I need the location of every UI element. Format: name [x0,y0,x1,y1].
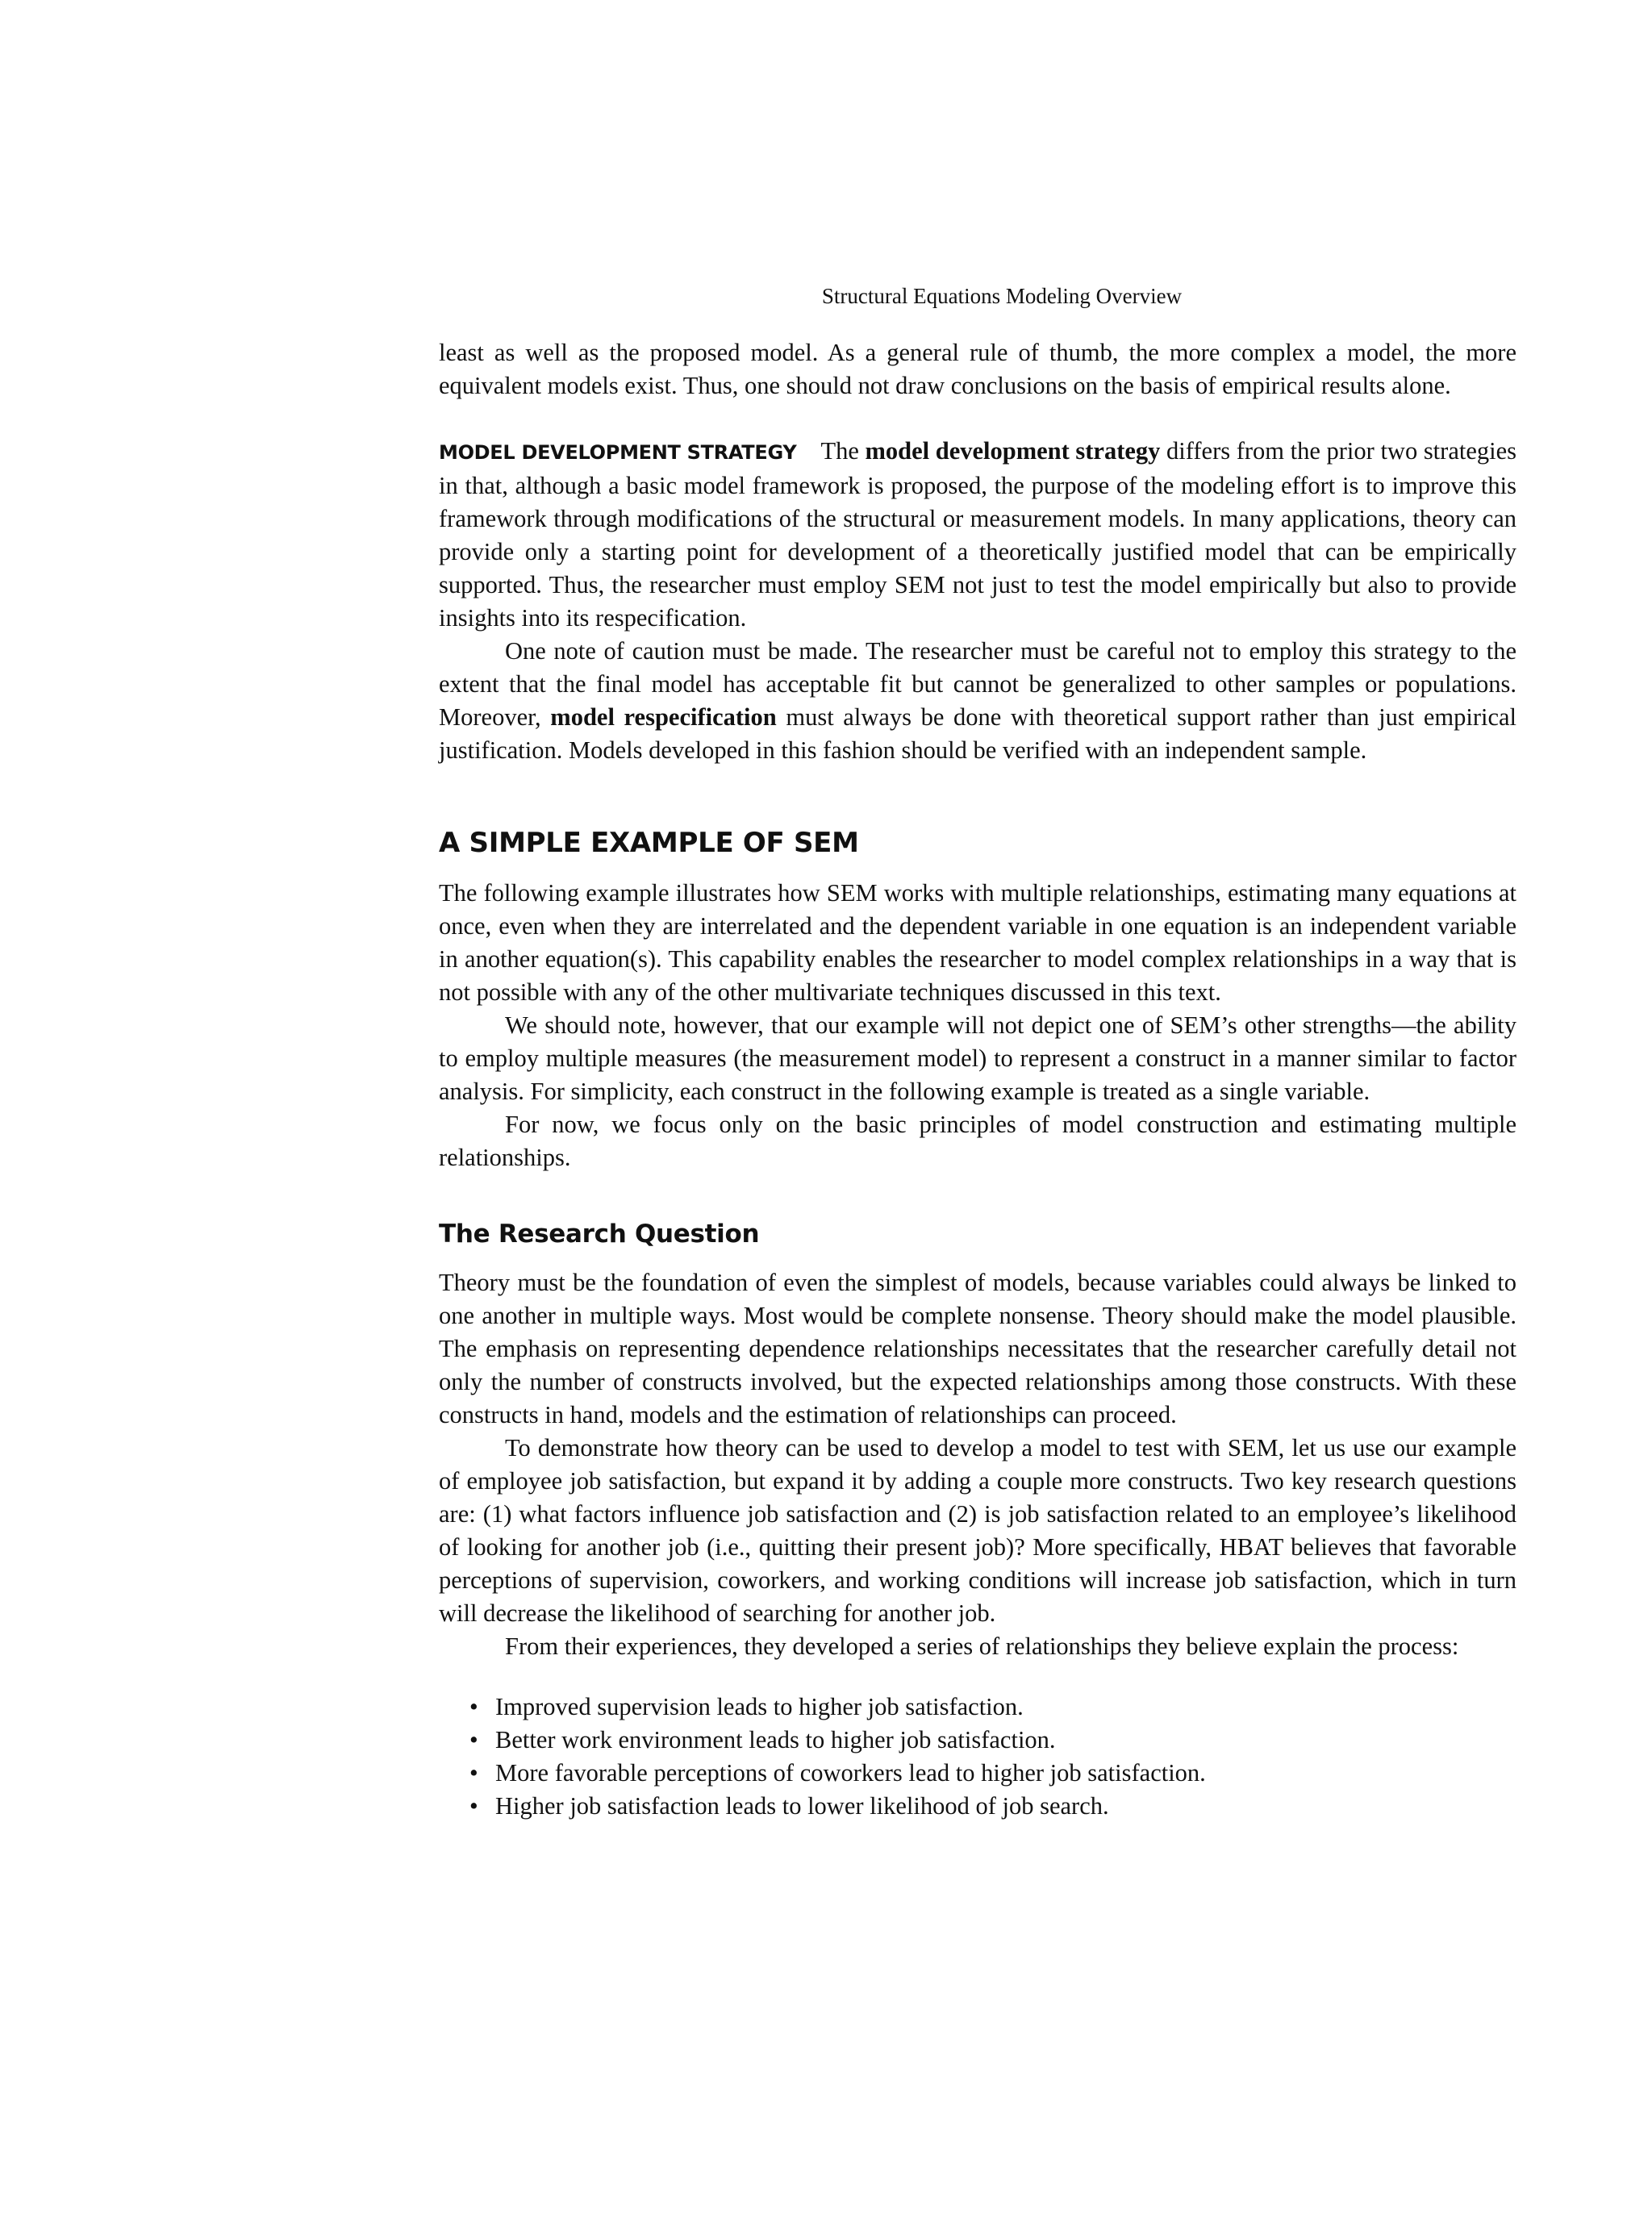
mds-paragraph-2 [439,635,1516,767]
section-paragraph-2: We should note, however, that our example will not depict one of SEM’s other strengths—the ability to employ multiple measures (the measurement model) to represent a construct in a manner similar to factor analysis. For simplicity, each construct in the following example is treated as a single variable. [439,1011,1516,1105]
list-item [469,1724,1516,1757]
page [439,284,1516,1823]
list-item [469,1790,1516,1823]
bullet-icon: • [469,1693,478,1720]
mds-run-in-heading: MODEL DEVELOPMENT STRATEGY [439,441,797,464]
bullet-list [439,1691,1516,1823]
section-paragraph-1: The following example illustrates how SEM works with multiple relationships, estimating many equations at once, even when they are interrelated and the dependent variable in one equation is an independent variable in another equation(s). This capability enables the researcher to model complex relationships in a way that is not possible with any of the other multivariate techniques discussed in this text. [439,879,1516,1006]
bullet-icon: • [469,1726,478,1753]
subsection-paragraph-2: To demonstrate how theory can be used to develop a model to test with SEM, let us use our example of employee job satisfaction, but expand it by adding a couple more constructs. Two key research questions are: (1) what factors influence job satisfaction and (2) is job satisfaction related to an employee’s likelihood of looking for another job (i.e., quitting their present job)? More specifically, HBAT believes that favorable perceptions of supervision, coworkers, and working conditions will increase job satisfaction, which in turn will decrease the likelihood of searching for another job. [439,1434,1516,1627]
mds-p1-term: model development strategy [865,437,1161,465]
list-item-text: Higher job satisfaction leads to lower likelihood of job search. [495,1792,1109,1820]
section-heading: A SIMPLE EXAMPLE OF SEM [439,827,859,859]
mds-p2-post: must always be done with theoretical support rather than just empirical justification. Models developed in this fashion should be verified with an independent sample. [439,703,1517,764]
mds-p1-pre: The [820,437,866,465]
mds-p1-post: differs from the prior two strategies in that, although a basic model framework is proposed, the purpose of the modeling effort is to improve this framework through modifications of the structural or measurement models. In many applications, theory can provide only a starting point for development of a theoretically justified model that can be empirically supported. Thus, the researcher must employ SEM not just to test the model empirically but also to provide insights into its respecification. [439,437,1516,632]
list-item [469,1757,1516,1790]
bullet-icon: • [469,1759,478,1787]
list-item-text: Improved supervision leads to higher job satisfaction. [495,1693,1024,1720]
subsection-paragraph-1: Theory must be the foundation of even the simplest of models, because variables could always be linked to one another in multiple ways. Most would be complete nonsense. Theory should make the model plausible. The emphasis on representing dependence relationships necessitates that the researcher carefully detail not only the number of constructs involved, but the expected relationships among those constructs. With these constructs in hand, models and the estimation of relationships can proceed. [439,1269,1516,1428]
list-item-text: Better work environment leads to higher job satisfaction. [495,1726,1056,1753]
running-head: Structural Equations Modeling Overview [821,284,1183,308]
bullet-icon: • [469,1792,478,1820]
list-item-text: More favorable perceptions of coworkers lead to higher job satisfaction. [495,1759,1206,1787]
mds-p2-pre: One note of caution must be made. The researcher must be careful not to employ this strategy to the extent that the final model has acceptable fit but cannot be generalized to other samples or populations. Moreover, [439,637,1516,731]
mds-p2-term: model respecification [550,703,777,731]
intro-paragraph: least as well as the proposed model. As a general rule of thumb, the more complex a model, the more equivalent models exist. Thus, one should not draw conclusions on the basis of empirical results alone. [439,339,1516,399]
subsection-paragraph-3: From their experiences, they developed a series of relationships they believe explain the process: [505,1632,1459,1660]
section-paragraph-3: For now, we focus only on the basic principles of model construction and estimating multiple relationships. [439,1111,1516,1171]
list-item [469,1691,1516,1724]
mds-paragraph-1 [439,435,1516,635]
subsection-heading: The Research Question [439,1220,760,1249]
